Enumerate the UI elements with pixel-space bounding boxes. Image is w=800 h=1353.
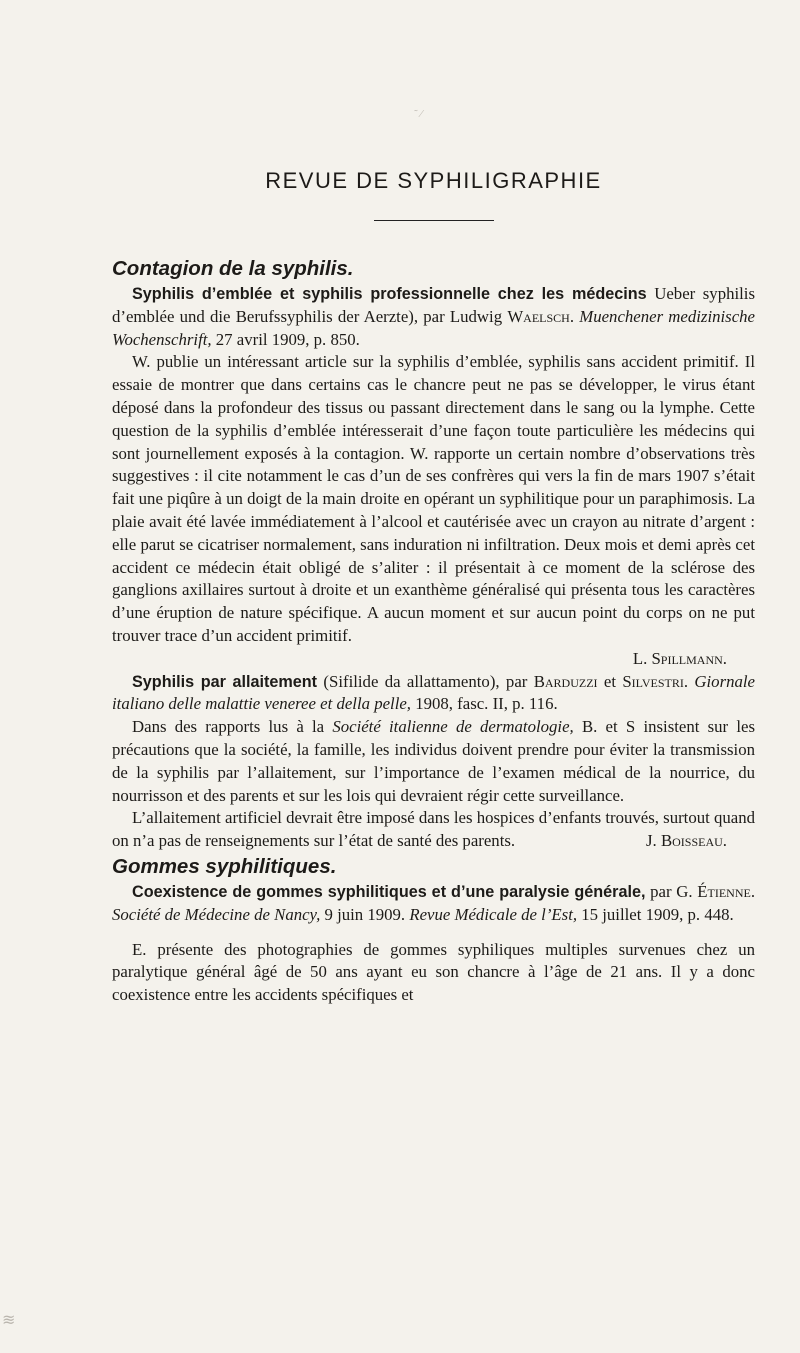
page-title: REVUE DE SYPHILIGRAPHIE (265, 168, 602, 193)
article-title: Syphilis par allaitement (132, 672, 318, 691)
article-signature (112, 648, 755, 671)
journal-name: Revue Médicale de l’Est, (409, 904, 578, 924)
section-heading-gommes: Gommes syphilitiques. (112, 854, 337, 878)
author-name: Silvestri. (622, 671, 689, 691)
citation-text: et (597, 671, 623, 691)
citation-text: (Sifilide da allattamento), par (317, 671, 534, 691)
citation-date: 15 juillet 1909, p. 448. (577, 904, 734, 924)
citation-date: 1908, fasc. II, p. 116. (411, 694, 558, 714)
journal-name: Giornale italiano delle malattie veneree et della pelle, (112, 671, 755, 714)
article-body: W. publie un intéressant article sur la syphilis d’emblée, syphilis sans accident primitif. Il essaie de montrer que dans certains cas le chancre peut ne pas se développer, le virus étant déposé dans la profondeur des tissus ou passant directement dans le sang ou la lymphe. Cette question de la syphilis d’emblée intéresserait d’une façon toute particulière les médecins qui sont journellement exposés à la contagion. W. rapporte un certain nombre d’observations très suggestives : il cite notamment le cas d’un de ses confrères qui vers la fin de mars 1907 s’était fait une piqûre à un doigt de la main droite en opérant un syphilitique pour un paraphimosis. La plaie avait été lavée immédiatement à l’alcool et cautérisée avec un crayon au nitrate d’argent : elle parut se cicatriser normalement, sans induration ni infiltration. Deux mois et demi après cet accident ce médecin était obligé de s’aliter : il présentait à ce moment de la sclérose des ganglions axillaires surtout à droite et un exanthème généralisé qui présenta tous les caractères d’une éruption de nature spécifique. A aucun moment et sur aucun point du corps on ne put trouver trace d’un accident primitif. (112, 352, 755, 645)
scan-edge-mark: ≋ (2, 1312, 16, 1329)
citation-date: 9 juin 1909. (320, 904, 410, 924)
signature-initial: J. (646, 831, 661, 851)
body-text: B. et S insistent sur les précautions que la société, la famille, les individus doivent prendre pour éviter la transmission de la syphilis par l’allaitement, sur l’importance de l’examen médical de la nourrice, du nourrisson et des parents et sur les lois qui devraient régir cette surveillance. (112, 717, 755, 805)
author-name: Waelsch. (507, 306, 575, 326)
article-citation-allaitement (112, 671, 755, 717)
journal-name: Muenchener medizinische Wochenschrift, (112, 306, 755, 349)
section-heading-contagion: Contagion de la syphilis. (112, 257, 354, 280)
author-name: Barduzzi (533, 671, 598, 691)
citation-date: 27 avril 1909, p. 850. (211, 329, 360, 349)
article-citation-gommes (112, 881, 755, 927)
article-body (112, 716, 755, 807)
society-name: Société italienne de dermatologie, (332, 717, 574, 737)
article-citation-syphilis-emblee (112, 283, 755, 351)
page-content (112, 168, 755, 1007)
article-body: L’allaitement artificiel devrait être imposé dans les hospices d’enfants trouvés, surtout quand on n’a pas de renseignements sur l’état de santé des parents. (112, 808, 755, 851)
author-name: Étienne. (697, 881, 756, 901)
article-body: E. présente des photographies de gommes syphiliques multiples survenues chez un paralytique général âgé de 50 ans ayant eu son chancre à l’âge de 21 ans. Il y a donc coexistence entre les accidents spécifiques et (112, 939, 755, 1005)
body-text: Dans des rapports lus à la (132, 717, 333, 737)
article-title: Syphilis d’emblée et syphilis professionnelle chez les médecins (132, 285, 647, 303)
journal-name: Société de Médecine de Nancy, (112, 904, 321, 924)
scan-annotation-mark: ˜ ⁄ (414, 108, 423, 120)
signature-name: Boisseau. (660, 831, 727, 851)
signature-name: Spillmann. (651, 648, 727, 668)
citation-text: par G. (645, 881, 698, 901)
article-title: Coexistence de gommes syphilitiques et d’une paralysie générale, (132, 882, 646, 901)
title-rule (374, 220, 494, 221)
citation-text: Ueber syphilis d’emblée und die Berufssyphilis der Aerzte), par Ludwig (112, 284, 756, 326)
signature-initial: L. (632, 648, 652, 668)
